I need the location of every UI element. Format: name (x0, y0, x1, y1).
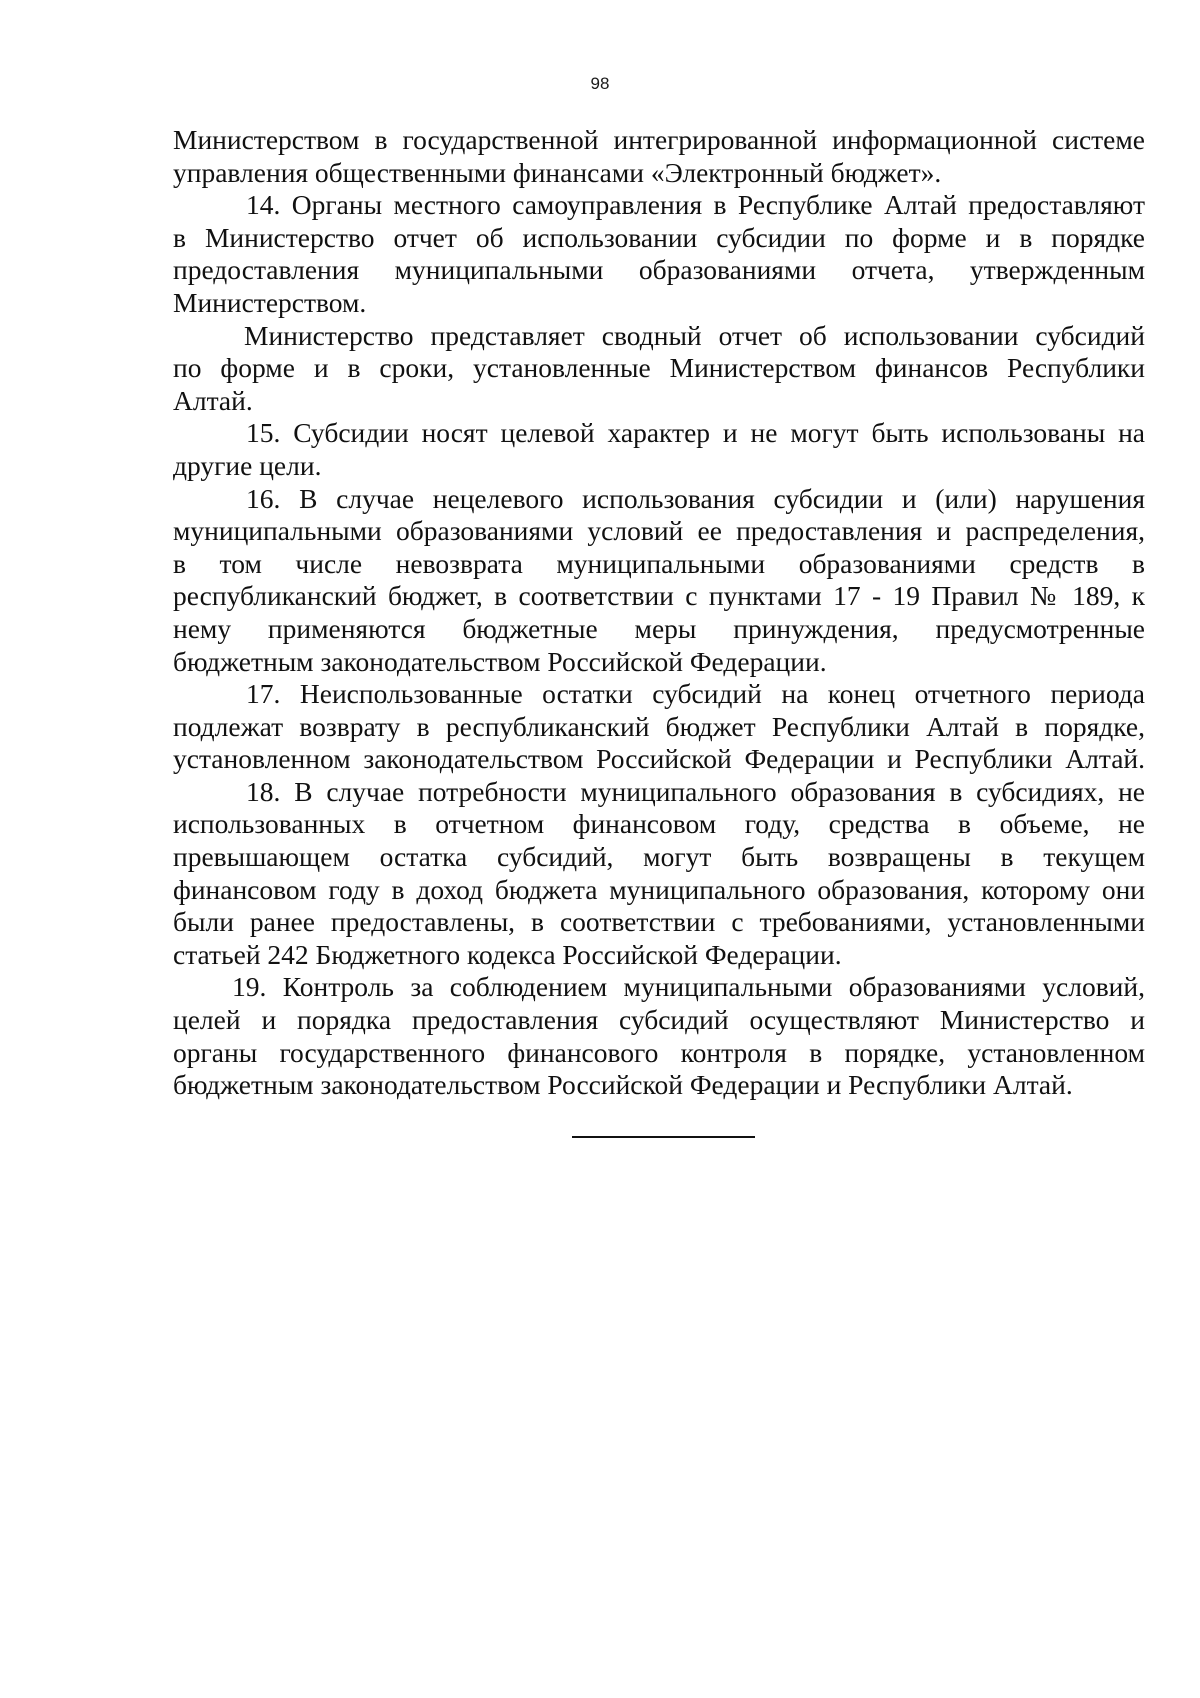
text-line: статьей 242 Бюджетного кодекса Российской Федерации. (173, 938, 842, 970)
text-line: органы государственного финансового контроля в порядке, установленном (173, 1036, 1145, 1068)
text-line: бюджетным законодательством Российской Федерации и Республики Алтай. (173, 1069, 1073, 1101)
text-line: другие цели. (173, 449, 322, 481)
text-line: 14. Органы местного самоуправления в Республике Алтай предоставляют (246, 189, 1145, 221)
text-line: по форме и в сроки, установленные Министерством финансов Республики (173, 352, 1145, 384)
text-line: в Министерство отчет об использовании субсидии по форме и в порядке (173, 221, 1145, 253)
text-line: 15. Субсидии носят целевой характер и не могут быть использованы на (246, 417, 1145, 449)
text-line: подлежат возврату в республиканский бюджет Республики Алтай в порядке, (173, 710, 1145, 742)
text-line: установленном законодательством Российской Федерации и Республики Алтай. (173, 743, 1145, 775)
text-line: предоставления муниципальными образованиями отчета, утвержденным (173, 254, 1145, 286)
text-line: финансовом году в доход бюджета муниципального образования, которому они (173, 873, 1145, 905)
text-line: использованных в отчетном финансовом году, средства в объеме, не (173, 808, 1145, 840)
text-line: целей и порядка предоставления субсидий осуществляют Министерство и (173, 1004, 1145, 1036)
text-line: Алтай. (173, 384, 253, 416)
text-line: управления общественными финансами «Электронный бюджет». (173, 156, 942, 188)
document-body (173, 124, 1145, 1102)
text-line: бюджетным законодательством Российской Федерации. (173, 645, 827, 677)
text-line: Министерством. (173, 286, 367, 318)
text-line: Министерством в государственной интегрированной информационной системе (173, 124, 1145, 155)
text-line: муниципальными образованиями условий ее предоставления и распределения, (173, 515, 1145, 547)
text-line: 19. Контроль за соблюдением муниципальными образованиями условий, (232, 971, 1145, 1003)
text-line: 17. Неиспользованные остатки субсидий на конец отчетного периода (246, 678, 1145, 710)
text-line: Министерство представляет сводный отчет об использовании субсидий (244, 319, 1145, 351)
text-line: 18. В случае потребности муниципального образования в субсидиях, не (246, 775, 1145, 807)
text-line: нему применяются бюджетные меры принуждения, предусмотренные (173, 612, 1145, 644)
text-line: были ранее предоставлены, в соответствии с требованиями, установленными (173, 906, 1145, 938)
text-line: республиканский бюджет, в соответствии с пунктами 17 - 19 Правил № 189, к (173, 580, 1145, 612)
page-number: 98 (590, 74, 610, 93)
text-line: в том числе невозврата муниципальными образованиями средств в (173, 547, 1145, 579)
end-separator-line (572, 1136, 755, 1138)
text-line: 16. В случае нецелевого использования субсидии и (или) нарушения (246, 482, 1145, 514)
text-line: превышающем остатка субсидий, могут быть возвращены в текущем (173, 841, 1145, 873)
